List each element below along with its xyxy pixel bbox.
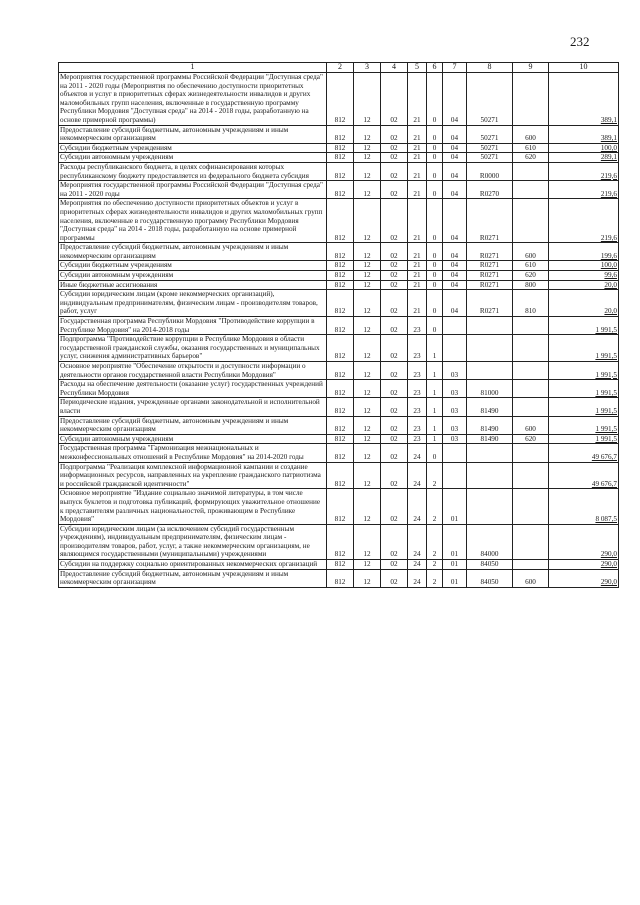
- row-code-c4: 02: [381, 524, 408, 559]
- row-code-c7: [443, 462, 467, 489]
- row-code-c9: [513, 444, 549, 462]
- row-code-c9: 620: [513, 434, 549, 444]
- row-code-c5: 21: [408, 153, 427, 163]
- row-code-c7: 03: [443, 362, 467, 380]
- row-code-c8: 81490: [467, 398, 513, 416]
- row-description: Расходы республиканского бюджета, в целях софинансирования которых республиканскому бюджету предоставляется из федерального бюджета субсидия: [59, 162, 327, 180]
- row-code-c7: [443, 335, 467, 362]
- row-code-c3: 12: [354, 199, 381, 243]
- row-code-c6: 0: [427, 143, 443, 153]
- row-code-c7: 04: [443, 143, 467, 153]
- row-code-c5: 23: [408, 362, 427, 380]
- row-code-c8: 81490: [467, 416, 513, 434]
- row-amount: 389,1: [549, 73, 619, 126]
- row-code-c7: 03: [443, 398, 467, 416]
- row-code-c6: 0: [427, 444, 443, 462]
- row-code-c3: 12: [354, 271, 381, 281]
- row-code-c2: 812: [327, 317, 354, 335]
- row-code-c2: 812: [327, 143, 354, 153]
- row-code-c2: 812: [327, 261, 354, 271]
- row-code-c3: 12: [354, 335, 381, 362]
- row-code-c6: 0: [427, 261, 443, 271]
- table-row: [59, 560, 619, 570]
- row-code-c2: 812: [327, 153, 354, 163]
- row-code-c2: 812: [327, 243, 354, 261]
- row-amount: 389,1: [549, 125, 619, 143]
- row-description: Субсидии бюджетным учреждениям: [59, 143, 327, 153]
- row-code-c6: 1: [427, 380, 443, 398]
- row-code-c9: [513, 317, 549, 335]
- row-amount: 8 087,5: [549, 489, 619, 524]
- row-code-c6: 0: [427, 280, 443, 290]
- row-code-c9: 600: [513, 125, 549, 143]
- row-code-c5: 24: [408, 560, 427, 570]
- row-code-c7: 04: [443, 271, 467, 281]
- row-code-c7: 03: [443, 434, 467, 444]
- row-code-c5: 21: [408, 199, 427, 243]
- row-amount: 1 991,5: [549, 416, 619, 434]
- row-code-c5: 23: [408, 434, 427, 444]
- row-code-c3: 12: [354, 434, 381, 444]
- row-description: Субсидии автономным учреждениям: [59, 153, 327, 163]
- row-code-c8: 84000: [467, 524, 513, 559]
- row-code-c6: 0: [427, 199, 443, 243]
- row-code-c7: 04: [443, 73, 467, 126]
- row-description: Подпрограмма "Реализация комплексной информационной кампании и создание информационных ресурсов, направленных на укрепление гражданского патриотизма и российской гражданской идентичности": [59, 462, 327, 489]
- row-code-c3: 12: [354, 416, 381, 434]
- header-cell: 4: [381, 63, 408, 73]
- row-code-c3: 12: [354, 290, 381, 317]
- row-code-c7: 01: [443, 569, 467, 587]
- row-code-c4: 02: [381, 243, 408, 261]
- row-description: Предоставление субсидий бюджетным, автономным учреждениям и иным некоммерческим организациям: [59, 569, 327, 587]
- row-code-c5: 23: [408, 416, 427, 434]
- row-code-c3: 12: [354, 243, 381, 261]
- row-code-c8: 50271: [467, 153, 513, 163]
- row-code-c4: 02: [381, 199, 408, 243]
- table-row: [59, 524, 619, 559]
- row-description: Государственная программа "Гармонизация межнациональных и межконфессиональных отношений в Республике Мордовия" на 2014-2020 годы: [59, 444, 327, 462]
- row-code-c8: R0271: [467, 261, 513, 271]
- row-amount: 20,0: [549, 280, 619, 290]
- row-code-c6: 0: [427, 181, 443, 199]
- row-code-c8: 84050: [467, 569, 513, 587]
- row-code-c2: 812: [327, 462, 354, 489]
- row-code-c3: 12: [354, 143, 381, 153]
- row-code-c4: 02: [381, 143, 408, 153]
- row-code-c3: 12: [354, 569, 381, 587]
- row-code-c5: 23: [408, 317, 427, 335]
- row-code-c7: 04: [443, 153, 467, 163]
- table-row: [59, 243, 619, 261]
- row-code-c5: 23: [408, 380, 427, 398]
- row-code-c4: 02: [381, 335, 408, 362]
- row-code-c9: 800: [513, 280, 549, 290]
- row-amount: 289,1: [549, 153, 619, 163]
- row-code-c5: 21: [408, 162, 427, 180]
- row-code-c3: 12: [354, 280, 381, 290]
- row-code-c5: 21: [408, 143, 427, 153]
- row-code-c9: 600: [513, 569, 549, 587]
- row-code-c9: [513, 462, 549, 489]
- row-amount: 1 991,5: [549, 335, 619, 362]
- row-code-c9: [513, 73, 549, 126]
- row-code-c4: 02: [381, 125, 408, 143]
- row-description: Основное мероприятие "Обеспечение открытости и доступности информации о деятельности органов государственной власти Республики Мордовия": [59, 362, 327, 380]
- row-code-c2: 812: [327, 280, 354, 290]
- row-amount: 100,0: [549, 261, 619, 271]
- row-code-c8: [467, 489, 513, 524]
- row-code-c3: 12: [354, 73, 381, 126]
- row-code-c6: 2: [427, 489, 443, 524]
- row-code-c6: 0: [427, 73, 443, 126]
- row-code-c8: 81490: [467, 434, 513, 444]
- table-body: [59, 73, 619, 588]
- row-code-c8: R0270: [467, 181, 513, 199]
- row-code-c2: 812: [327, 524, 354, 559]
- header-cell: 10: [549, 63, 619, 73]
- row-code-c9: [513, 489, 549, 524]
- row-code-c4: 02: [381, 181, 408, 199]
- table-row: [59, 125, 619, 143]
- row-code-c7: 01: [443, 524, 467, 559]
- row-code-c7: 04: [443, 243, 467, 261]
- row-amount: 290,0: [549, 560, 619, 570]
- header-cell: 5: [408, 63, 427, 73]
- row-code-c2: 812: [327, 73, 354, 126]
- row-code-c3: 12: [354, 153, 381, 163]
- table-row: [59, 271, 619, 281]
- row-code-c7: [443, 317, 467, 335]
- table-row: [59, 73, 619, 126]
- row-code-c9: 600: [513, 243, 549, 261]
- row-code-c9: [513, 560, 549, 570]
- row-code-c9: [513, 162, 549, 180]
- row-code-c3: 12: [354, 380, 381, 398]
- row-code-c9: 620: [513, 271, 549, 281]
- row-code-c8: R0271: [467, 280, 513, 290]
- row-description: Предоставление субсидий бюджетным, автономным учреждениям и иным некоммерческим организациям: [59, 416, 327, 434]
- row-amount: 199,6: [549, 243, 619, 261]
- row-code-c5: 24: [408, 444, 427, 462]
- row-description: Предоставление субсидий бюджетным, автономным учреждениям и иным некоммерческим организациям: [59, 125, 327, 143]
- row-description: Субсидии бюджетным учреждениям: [59, 261, 327, 271]
- row-code-c9: 610: [513, 261, 549, 271]
- row-code-c9: 600: [513, 416, 549, 434]
- row-code-c2: 812: [327, 162, 354, 180]
- row-code-c2: 812: [327, 335, 354, 362]
- row-code-c4: 02: [381, 462, 408, 489]
- row-amount: 1 991,5: [549, 317, 619, 335]
- row-code-c8: 81000: [467, 380, 513, 398]
- row-code-c8: 50271: [467, 73, 513, 126]
- row-code-c6: 0: [427, 162, 443, 180]
- row-amount: 1 991,5: [549, 434, 619, 444]
- row-code-c5: 21: [408, 125, 427, 143]
- row-description: Государственная программа Республики Мордовия "Противодействие коррупции в Республике Мордовия" на 2014-2018 годы: [59, 317, 327, 335]
- row-code-c3: 12: [354, 125, 381, 143]
- row-code-c8: R0000: [467, 162, 513, 180]
- row-amount: 20,0: [549, 290, 619, 317]
- row-code-c4: 02: [381, 317, 408, 335]
- row-amount: 100,0: [549, 143, 619, 153]
- row-code-c3: 12: [354, 317, 381, 335]
- row-code-c6: 1: [427, 335, 443, 362]
- row-code-c4: 02: [381, 261, 408, 271]
- table-row: [59, 398, 619, 416]
- table-row: [59, 444, 619, 462]
- row-code-c5: 21: [408, 271, 427, 281]
- row-code-c5: 24: [408, 569, 427, 587]
- row-code-c5: 24: [408, 524, 427, 559]
- row-code-c6: 1: [427, 398, 443, 416]
- page-number: 232: [570, 34, 590, 49]
- table-row: [59, 489, 619, 524]
- row-description: Мероприятия государственной программы Российской Федерации "Доступная среда" на 2011 - 2020 годы: [59, 181, 327, 199]
- table-row: [59, 434, 619, 444]
- row-code-c3: 12: [354, 444, 381, 462]
- row-code-c8: R0271: [467, 271, 513, 281]
- row-code-c4: 02: [381, 290, 408, 317]
- row-code-c6: 2: [427, 560, 443, 570]
- row-description: Мероприятия по обеспечению доступности приоритетных объектов и услуг в приоритетных сферах жизнедеятельности инвалидов и других маломобильных групп населения, включенные в государственную программу Республики Мордовия "Доступная среда" на 2014 - 2018 годы, разработанную на основе примерной программы: [59, 199, 327, 243]
- row-code-c2: 812: [327, 560, 354, 570]
- row-code-c2: 812: [327, 271, 354, 281]
- row-code-c8: 84050: [467, 560, 513, 570]
- row-code-c9: [513, 524, 549, 559]
- row-description: Субсидии автономным учреждениям: [59, 434, 327, 444]
- row-code-c9: 610: [513, 143, 549, 153]
- table-row: [59, 162, 619, 180]
- table-row: [59, 569, 619, 587]
- table-row: [59, 199, 619, 243]
- row-amount: 219,6: [549, 162, 619, 180]
- row-code-c7: 04: [443, 261, 467, 271]
- row-code-c3: 12: [354, 162, 381, 180]
- row-code-c5: 23: [408, 335, 427, 362]
- row-code-c6: 0: [427, 125, 443, 143]
- row-code-c4: 02: [381, 380, 408, 398]
- header-row: [59, 63, 619, 73]
- table-row: [59, 416, 619, 434]
- row-code-c8: R0271: [467, 243, 513, 261]
- row-code-c8: [467, 317, 513, 335]
- row-description: Расходы на обеспечение деятельности (оказание услуг) государственных учреждений Республики Мордовия: [59, 380, 327, 398]
- row-code-c7: 04: [443, 280, 467, 290]
- row-description: Мероприятия государственной программы Российской Федерации "Доступная среда" на 2011 - 2020 годы (Мероприятия по обеспечению доступности приоритетных объектов и услуг в приоритетных сферах жизнедеятельности инвалидов и других маломобильных групп населения, включенные в государственную программу Республики Мордовия "Доступная среда" на 2014 - 2018 годы, разработанную на основе примерной программы): [59, 73, 327, 126]
- row-amount: 1 991,5: [549, 380, 619, 398]
- row-code-c2: 812: [327, 362, 354, 380]
- row-code-c7: 01: [443, 560, 467, 570]
- row-code-c6: 1: [427, 416, 443, 434]
- budget-table: [58, 62, 619, 588]
- row-code-c4: 02: [381, 398, 408, 416]
- row-amount: 1 991,5: [549, 398, 619, 416]
- row-code-c3: 12: [354, 524, 381, 559]
- row-code-c6: 0: [427, 317, 443, 335]
- table-row: [59, 462, 619, 489]
- row-code-c2: 812: [327, 181, 354, 199]
- row-code-c2: 812: [327, 290, 354, 317]
- row-code-c9: [513, 335, 549, 362]
- row-code-c3: 12: [354, 181, 381, 199]
- row-code-c6: 2: [427, 569, 443, 587]
- table-row: [59, 290, 619, 317]
- row-code-c2: 812: [327, 380, 354, 398]
- table-row: [59, 261, 619, 271]
- row-code-c7: 04: [443, 199, 467, 243]
- row-code-c3: 12: [354, 362, 381, 380]
- row-code-c4: 02: [381, 444, 408, 462]
- table-row: [59, 280, 619, 290]
- header-cell: 2: [327, 63, 354, 73]
- row-code-c8: 50271: [467, 143, 513, 153]
- row-code-c7: [443, 444, 467, 462]
- row-code-c7: 04: [443, 125, 467, 143]
- row-amount: 1 991,5: [549, 362, 619, 380]
- row-description: Иные бюджетные ассигнования: [59, 280, 327, 290]
- row-code-c6: 0: [427, 271, 443, 281]
- row-code-c2: 812: [327, 569, 354, 587]
- row-code-c2: 812: [327, 434, 354, 444]
- row-amount: 290,0: [549, 524, 619, 559]
- header-cell: 8: [467, 63, 513, 73]
- row-description: Периодические издания, учрежденные органами законодательной и исполнительной власти: [59, 398, 327, 416]
- row-amount: 49 676,7: [549, 462, 619, 489]
- row-code-c6: 0: [427, 153, 443, 163]
- row-code-c5: 21: [408, 73, 427, 126]
- row-code-c5: 24: [408, 462, 427, 489]
- row-description: Субсидии юридическим лицам (кроме некоммерческих организаций), индивидуальным предпринимателям, физическим лицам - производителям товаров, работ, услуг: [59, 290, 327, 317]
- row-code-c4: 02: [381, 560, 408, 570]
- header-cell: 3: [354, 63, 381, 73]
- table-row: [59, 143, 619, 153]
- row-code-c9: 620: [513, 153, 549, 163]
- row-code-c9: [513, 199, 549, 243]
- row-code-c5: 24: [408, 489, 427, 524]
- row-amount: 219,6: [549, 199, 619, 243]
- row-description: Подпрограмма "Противодействие коррупции в Республике Мордовия в области государственной гражданской службы, оказания государственных и муниципальных услуг, снижения административных барьеров": [59, 335, 327, 362]
- row-code-c4: 02: [381, 162, 408, 180]
- row-code-c2: 812: [327, 398, 354, 416]
- row-code-c3: 12: [354, 489, 381, 524]
- row-code-c2: 812: [327, 125, 354, 143]
- row-code-c5: 21: [408, 280, 427, 290]
- row-code-c8: [467, 362, 513, 380]
- row-code-c6: 0: [427, 290, 443, 317]
- row-code-c4: 02: [381, 280, 408, 290]
- row-code-c6: 1: [427, 362, 443, 380]
- row-code-c4: 02: [381, 362, 408, 380]
- row-amount: 290,0: [549, 569, 619, 587]
- row-amount: 49 676,7: [549, 444, 619, 462]
- table-row: [59, 181, 619, 199]
- row-code-c7: 01: [443, 489, 467, 524]
- row-code-c3: 12: [354, 398, 381, 416]
- row-code-c4: 02: [381, 271, 408, 281]
- header-cell: 6: [427, 63, 443, 73]
- row-code-c8: [467, 335, 513, 362]
- row-code-c9: [513, 398, 549, 416]
- row-code-c8: R0271: [467, 199, 513, 243]
- row-code-c8: R0271: [467, 290, 513, 317]
- row-code-c2: 812: [327, 444, 354, 462]
- row-code-c5: 21: [408, 261, 427, 271]
- row-code-c4: 02: [381, 434, 408, 444]
- row-code-c6: 2: [427, 524, 443, 559]
- row-code-c6: 0: [427, 243, 443, 261]
- row-code-c7: 03: [443, 416, 467, 434]
- row-code-c2: 812: [327, 489, 354, 524]
- row-code-c4: 02: [381, 416, 408, 434]
- row-description: Субсидии автономным учреждениям: [59, 271, 327, 281]
- row-code-c7: 04: [443, 181, 467, 199]
- table-row: [59, 335, 619, 362]
- row-code-c4: 02: [381, 489, 408, 524]
- header-cell: 9: [513, 63, 549, 73]
- row-code-c9: [513, 362, 549, 380]
- row-description: Субсидии юридическим лицам (за исключением субсидий государственным учреждениям), индивидуальным предпринимателям, физическим лицам - производителям товаров, работ, услуг, а также некоммерческим организациям, не являющимся государственными (муниципальными) учреждениями: [59, 524, 327, 559]
- row-code-c5: 21: [408, 290, 427, 317]
- row-code-c7: 04: [443, 290, 467, 317]
- row-code-c4: 02: [381, 73, 408, 126]
- table-row: [59, 317, 619, 335]
- row-code-c9: 810: [513, 290, 549, 317]
- row-code-c6: 1: [427, 434, 443, 444]
- table-row: [59, 153, 619, 163]
- row-code-c3: 12: [354, 462, 381, 489]
- row-code-c8: [467, 444, 513, 462]
- row-code-c6: 2: [427, 462, 443, 489]
- header-cell: 7: [443, 63, 467, 73]
- row-code-c9: [513, 181, 549, 199]
- row-code-c7: 03: [443, 380, 467, 398]
- table-row: [59, 362, 619, 380]
- row-code-c5: 23: [408, 398, 427, 416]
- row-description: Субсидии на поддержку социально ориентированных некоммерческих организаций: [59, 560, 327, 570]
- header-cell: 1: [59, 63, 327, 73]
- row-code-c4: 02: [381, 153, 408, 163]
- row-code-c8: 50271: [467, 125, 513, 143]
- row-code-c7: 04: [443, 162, 467, 180]
- row-code-c2: 812: [327, 416, 354, 434]
- row-description: Основное мероприятие "Издание социально значимой литературы, в том числе выпуск буклетов и подготовка публикаций, формирующих уважительное отношение к представителям различных национальностей, проживающим в Республике Мордовия": [59, 489, 327, 524]
- row-code-c5: 21: [408, 181, 427, 199]
- row-amount: 219,6: [549, 181, 619, 199]
- row-amount: 99,6: [549, 271, 619, 281]
- row-code-c3: 12: [354, 560, 381, 570]
- row-code-c3: 12: [354, 261, 381, 271]
- row-code-c2: 812: [327, 199, 354, 243]
- row-code-c9: [513, 380, 549, 398]
- row-description: Предоставление субсидий бюджетным, автономным учреждениям и иным некоммерческим организациям: [59, 243, 327, 261]
- row-code-c4: 02: [381, 569, 408, 587]
- table-row: [59, 380, 619, 398]
- row-code-c5: 21: [408, 243, 427, 261]
- row-code-c8: [467, 462, 513, 489]
